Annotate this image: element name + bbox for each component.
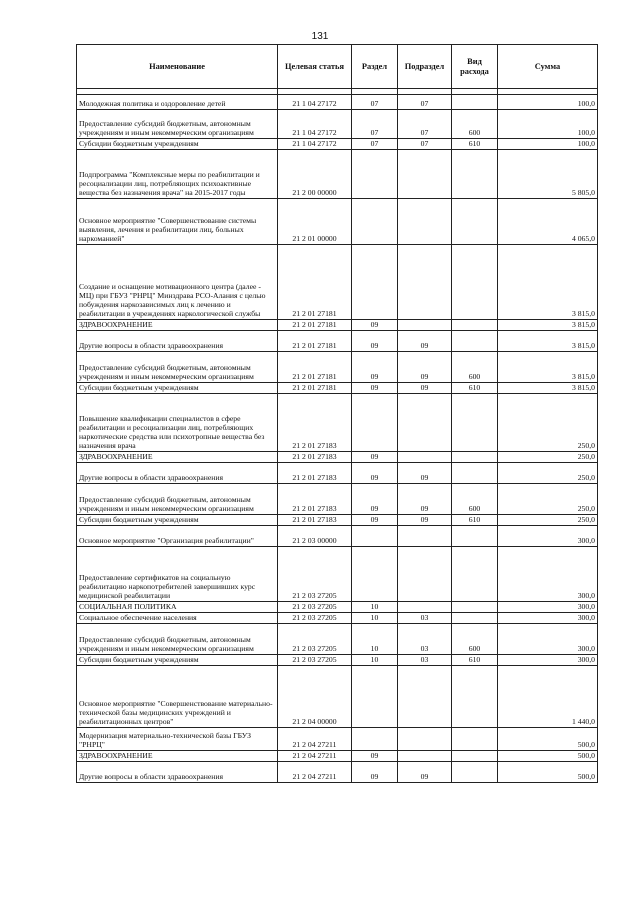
- cell-article: 21 2 01 27181: [278, 320, 352, 331]
- table-row: [77, 602, 598, 613]
- cell-subsection: [398, 547, 452, 602]
- table-row: [77, 515, 598, 526]
- cell-article: 21 2 04 27211: [278, 762, 352, 783]
- cell-expense-type: [452, 666, 498, 728]
- cell-section: 10: [352, 602, 398, 613]
- table-row: [77, 762, 598, 783]
- table-body: [77, 89, 598, 783]
- table-row: [77, 463, 598, 484]
- cell-name: Субсидии бюджетным учреждениям: [77, 515, 278, 526]
- cell-name: Субсидии бюджетным учреждениям: [77, 655, 278, 666]
- cell-article: 21 2 03 27205: [278, 613, 352, 624]
- cell-subsection: [398, 320, 452, 331]
- cell-subsection: 07: [398, 110, 452, 139]
- cell-expense-type: [452, 526, 498, 547]
- cell-section: 09: [352, 484, 398, 515]
- cell-article: 21 1 04 27172: [278, 110, 352, 139]
- cell-name: Подпрограмма "Комплексные меры по реабилитации и ресоциализации лиц, потребляющих психоактивные вещества без назначения врача" на 2015-2017 годы: [77, 150, 278, 199]
- cell-name: Другие вопросы в области здравоохранения: [77, 331, 278, 352]
- cell-subsection: 03: [398, 655, 452, 666]
- cell-name: СОЦИАЛЬНАЯ ПОЛИТИКА: [77, 602, 278, 613]
- cell-section: [352, 666, 398, 728]
- cell-subsection: [398, 245, 452, 320]
- cell-expense-type: [452, 95, 498, 110]
- cell-sum: 300,0: [498, 655, 598, 666]
- cell-section: [352, 245, 398, 320]
- cell-article: 21 1 04 27172: [278, 139, 352, 150]
- cell-name: ЗДРАВООХРАНЕНИЕ: [77, 452, 278, 463]
- cell-name: Социальное обеспечение населения: [77, 613, 278, 624]
- cell-name: Повышение квалификации специалистов в сфере реабилитации и ресоциализации лиц, потребляющих наркотические средства или психотропные вещества без назначения врача: [77, 394, 278, 452]
- cell-expense-type: 600: [452, 484, 498, 515]
- cell-sum: 500,0: [498, 751, 598, 762]
- cell-subsection: [398, 751, 452, 762]
- cell-subsection: [398, 199, 452, 245]
- cell-expense-type: [452, 751, 498, 762]
- table-row: [77, 320, 598, 331]
- cell-sum: 300,0: [498, 624, 598, 655]
- header-expense-type: Вид расхода: [452, 45, 498, 89]
- cell-sum: 250,0: [498, 515, 598, 526]
- cell-sum: 3 815,0: [498, 383, 598, 394]
- cell-article: 21 2 01 27181: [278, 331, 352, 352]
- table-row: [77, 624, 598, 655]
- cell-section: 07: [352, 95, 398, 110]
- cell-name: Предоставление сертификатов на социальную реабилитацию наркопотребителей завершивших курс медицинской реабилитации: [77, 547, 278, 602]
- cell-sum: 500,0: [498, 762, 598, 783]
- cell-sum: 250,0: [498, 394, 598, 452]
- cell-subsection: [398, 602, 452, 613]
- cell-article: 21 2 03 00000: [278, 526, 352, 547]
- cell-subsection: 09: [398, 463, 452, 484]
- cell-subsection: 03: [398, 613, 452, 624]
- cell-section: [352, 150, 398, 199]
- cell-section: [352, 728, 398, 751]
- cell-name: Предоставление субсидий бюджетным, автономным учреждениям и иным некоммерческим организациям: [77, 110, 278, 139]
- table-row: [77, 751, 598, 762]
- cell-sum: 1 440,0: [498, 666, 598, 728]
- cell-section: 07: [352, 139, 398, 150]
- table-row: [77, 331, 598, 352]
- cell-section: [352, 526, 398, 547]
- cell-expense-type: 600: [452, 110, 498, 139]
- table-row: [77, 150, 598, 199]
- cell-article: 21 2 04 27211: [278, 751, 352, 762]
- cell-article: 21 2 00 00000: [278, 150, 352, 199]
- header-sum: Сумма: [498, 45, 598, 89]
- cell-expense-type: [452, 452, 498, 463]
- table-row: [77, 655, 598, 666]
- table-row: [77, 383, 598, 394]
- cell-subsection: 09: [398, 484, 452, 515]
- cell-sum: 300,0: [498, 602, 598, 613]
- table-row: [77, 95, 598, 110]
- cell-expense-type: 600: [452, 352, 498, 383]
- cell-expense-type: [452, 762, 498, 783]
- cell-expense-type: 600: [452, 624, 498, 655]
- cell-name: Молодежная политика и оздоровление детей: [77, 95, 278, 110]
- cell-name: ЗДРАВООХРАНЕНИЕ: [77, 751, 278, 762]
- cell-sum: 300,0: [498, 547, 598, 602]
- cell-sum: 4 065,0: [498, 199, 598, 245]
- cell-sum: 100,0: [498, 110, 598, 139]
- cell-subsection: [398, 150, 452, 199]
- cell-subsection: 09: [398, 515, 452, 526]
- cell-section: 10: [352, 624, 398, 655]
- cell-article: 21 2 04 00000: [278, 666, 352, 728]
- cell-expense-type: 610: [452, 383, 498, 394]
- cell-sum: 5 805,0: [498, 150, 598, 199]
- cell-expense-type: [452, 199, 498, 245]
- cell-section: 09: [352, 383, 398, 394]
- table-row: [77, 526, 598, 547]
- cell-sum: 3 815,0: [498, 245, 598, 320]
- cell-sum: 100,0: [498, 139, 598, 150]
- cell-subsection: 07: [398, 95, 452, 110]
- cell-article: 21 2 01 00000: [278, 199, 352, 245]
- cell-sum: 100,0: [498, 95, 598, 110]
- table-row: [77, 613, 598, 624]
- cell-section: 10: [352, 655, 398, 666]
- cell-subsection: 09: [398, 383, 452, 394]
- page-number: 131: [311, 31, 329, 42]
- cell-subsection: [398, 666, 452, 728]
- cell-expense-type: [452, 463, 498, 484]
- cell-name: Модернизация материально-технической базы ГБУЗ "РНРЦ": [77, 728, 278, 751]
- cell-expense-type: [452, 547, 498, 602]
- cell-name: Другие вопросы в области здравоохранения: [77, 463, 278, 484]
- cell-name: Субсидии бюджетным учреждениям: [77, 139, 278, 150]
- table-row: [77, 110, 598, 139]
- cell-name: ЗДРАВООХРАНЕНИЕ: [77, 320, 278, 331]
- cell-expense-type: [452, 320, 498, 331]
- cell-section: 09: [352, 515, 398, 526]
- cell-section: 09: [352, 331, 398, 352]
- cell-section: [352, 199, 398, 245]
- table-row: [77, 666, 598, 728]
- cell-name: Предоставление субсидий бюджетным, автономным учреждениям и иным некоммерческим организациям: [77, 352, 278, 383]
- cell-article: 21 2 03 27205: [278, 547, 352, 602]
- cell-sum: 300,0: [498, 613, 598, 624]
- cell-article: 21 2 03 27205: [278, 655, 352, 666]
- table-row: [77, 394, 598, 452]
- cell-article: 21 2 01 27181: [278, 352, 352, 383]
- cell-expense-type: 610: [452, 515, 498, 526]
- table-header: [77, 45, 598, 89]
- table-row: [77, 352, 598, 383]
- cell-article: 21 2 01 27183: [278, 452, 352, 463]
- cell-article: 21 2 03 27205: [278, 624, 352, 655]
- table-row: [77, 452, 598, 463]
- table-row: [77, 728, 598, 751]
- cell-expense-type: [452, 728, 498, 751]
- cell-expense-type: [452, 150, 498, 199]
- cell-subsection: [398, 526, 452, 547]
- cell-section: [352, 394, 398, 452]
- cell-article: 21 2 03 27205: [278, 602, 352, 613]
- cell-name: Основное мероприятие "Совершенствование системы выявления, лечения и реабилитации лиц, больных наркоманией": [77, 199, 278, 245]
- cell-expense-type: [452, 613, 498, 624]
- cell-expense-type: [452, 245, 498, 320]
- cell-article: 21 2 01 27183: [278, 484, 352, 515]
- header-section: Раздел: [352, 45, 398, 89]
- cell-name: Основное мероприятие "Организация реабилитации": [77, 526, 278, 547]
- cell-article: 21 2 01 27181: [278, 383, 352, 394]
- budget-table: [76, 44, 598, 783]
- cell-section: 07: [352, 110, 398, 139]
- header-subsection: Подраздел: [398, 45, 452, 89]
- cell-subsection: 09: [398, 331, 452, 352]
- cell-subsection: [398, 394, 452, 452]
- cell-name: Субсидии бюджетным учреждениям: [77, 383, 278, 394]
- cell-subsection: 07: [398, 139, 452, 150]
- cell-sum: 3 815,0: [498, 320, 598, 331]
- cell-sum: 3 815,0: [498, 331, 598, 352]
- table-row: [77, 484, 598, 515]
- cell-subsection: 09: [398, 352, 452, 383]
- cell-expense-type: 610: [452, 139, 498, 150]
- header-article: Целевая статья: [278, 45, 352, 89]
- cell-sum: 250,0: [498, 484, 598, 515]
- cell-section: 09: [352, 463, 398, 484]
- cell-expense-type: [452, 394, 498, 452]
- cell-article: 21 2 01 27183: [278, 463, 352, 484]
- cell-expense-type: [452, 602, 498, 613]
- cell-subsection: [398, 452, 452, 463]
- table-row: [77, 139, 598, 150]
- table-row: [77, 547, 598, 602]
- cell-sum: 250,0: [498, 463, 598, 484]
- cell-expense-type: [452, 331, 498, 352]
- cell-expense-type: 610: [452, 655, 498, 666]
- cell-article: 21 2 04 27211: [278, 728, 352, 751]
- table-row: [77, 245, 598, 320]
- cell-sum: 300,0: [498, 526, 598, 547]
- cell-section: 09: [352, 352, 398, 383]
- cell-article: 21 2 01 27183: [278, 515, 352, 526]
- cell-subsection: 09: [398, 762, 452, 783]
- header-name: Наименование: [77, 45, 278, 89]
- table-row: [77, 199, 598, 245]
- cell-section: 09: [352, 751, 398, 762]
- cell-section: 09: [352, 452, 398, 463]
- cell-name: Предоставление субсидий бюджетным, автономным учреждениям и иным некоммерческим организациям: [77, 624, 278, 655]
- cell-name: Предоставление субсидий бюджетным, автономным учреждениям и иным некоммерческим организациям: [77, 484, 278, 515]
- cell-sum: 500,0: [498, 728, 598, 751]
- cell-section: [352, 547, 398, 602]
- cell-name: Создание и оснащение мотивационного центра (далее - МЦ) при ГБУЗ "РНРЦ" Минздрава РСО-Алания с целью побуждения наркозависимых лиц к лечению и реабилитации в учреждениях наркологической службы: [77, 245, 278, 320]
- cell-section: 09: [352, 320, 398, 331]
- cell-article: 21 2 01 27181: [278, 245, 352, 320]
- cell-article: 21 1 04 27172: [278, 95, 352, 110]
- cell-article: 21 2 01 27183: [278, 394, 352, 452]
- cell-sum: 250,0: [498, 452, 598, 463]
- cell-section: 09: [352, 762, 398, 783]
- cell-name: Другие вопросы в области здравоохранения: [77, 762, 278, 783]
- cell-subsection: 03: [398, 624, 452, 655]
- cell-name: Основное мероприятие "Совершенствование материально-технической базы медицинских учреждений и реабилитационных центров": [77, 666, 278, 728]
- cell-sum: 3 815,0: [498, 352, 598, 383]
- cell-section: 10: [352, 613, 398, 624]
- cell-subsection: [398, 728, 452, 751]
